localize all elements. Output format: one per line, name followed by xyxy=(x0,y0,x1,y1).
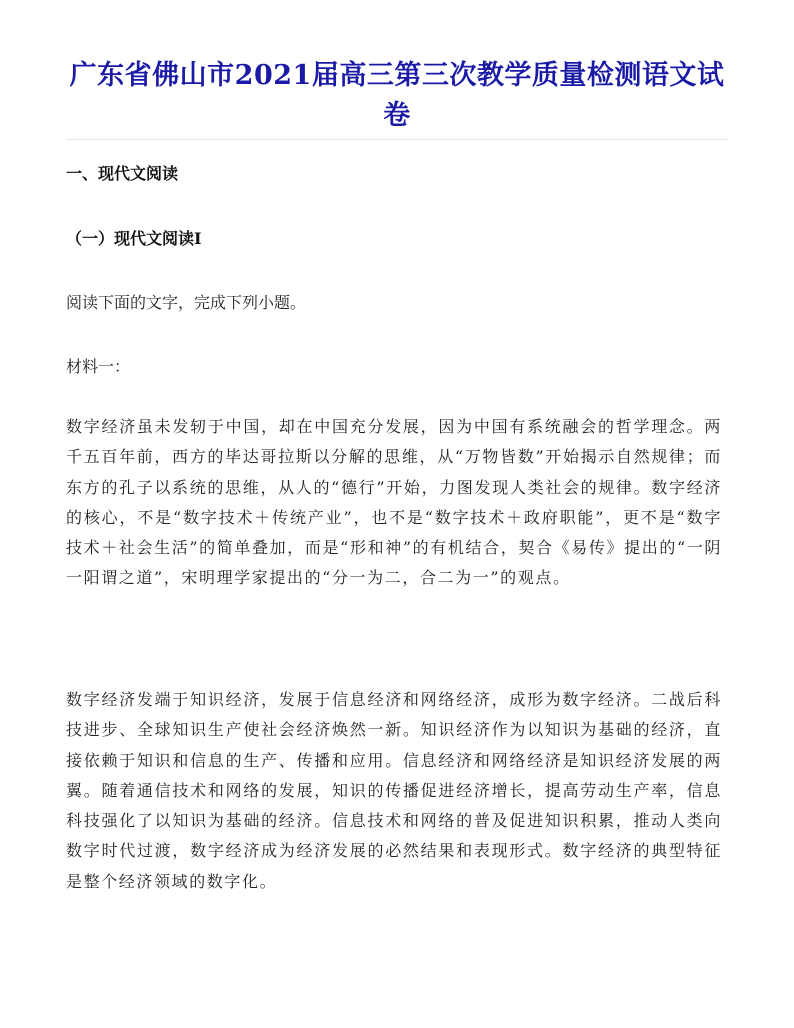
instruction-text: 阅读下面的文字，完成下列小题。 xyxy=(66,293,307,312)
subsection-heading: （一）现代文阅读Ⅰ xyxy=(66,229,202,248)
title-divider xyxy=(66,139,728,140)
material-label: 材料一： xyxy=(66,357,131,376)
section-heading: 一、现代文阅读 xyxy=(66,164,179,183)
paragraph-1: 数字经济虽未发轫于中国，却在中国充分发展，因为中国有系统融会的哲学理念。两千五百年前，西方的毕达哥拉斯以分解的思维，从“万物皆数”开始揭示自然规律；而东方的孔子以系统的思维，从人的“德行”开始，力图发现人类社会的规律。数字经济的核心，不是“数字技术＋传统产业”，也不是“数字技术＋政府职能”，更不是“数字技术＋社会生活”的简单叠加，而是“形和神”的有机结合，契合《易传》提出的“一阴一阳谓之道”，宋明理学家提出的“分一为二，合二为一”的观点。 xyxy=(66,417,722,588)
paragraph-2: 数字经济发端于知识经济，发展于信息经济和网络经济，成形为数字经济。二战后科技进步、全球知识生产使社会经济焕然一新。知识经济作为以知识为基础的经济，直接依赖于知识和信息的生产、传播和应用。信息经济和网络经济是知识经济发展的两翼。随着通信技术和网络的发展，知识的传播促进经济增长，提高劳动生产率，信息科技强化了以知识为基础的经济。信息技术和网络的普及促进知识积累，推动人类向数字时代过渡，数字经济成为经济发展的必然结果和表现形式。数字经济的典型特征是整个经济领域的数字化。 xyxy=(66,690,722,891)
document-title: 广东省佛山市2021届高三第三次教学质量检测语文试卷 xyxy=(69,60,725,131)
